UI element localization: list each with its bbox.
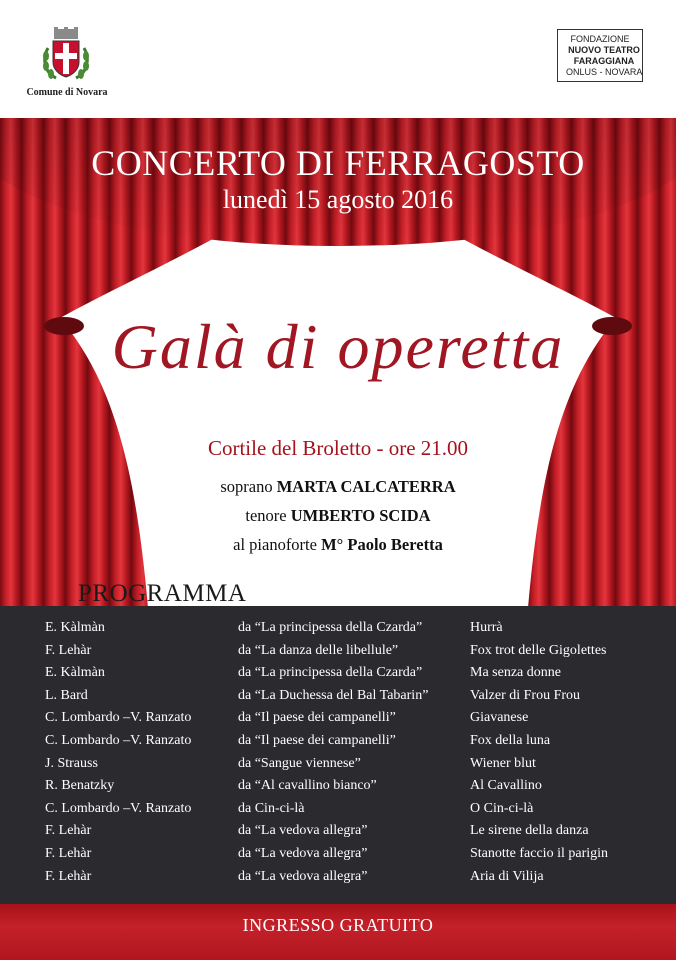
program-piece: O Cin-ci-là	[470, 800, 534, 816]
performer-name: UMBERTO SCIDA	[290, 506, 431, 525]
program-composer: C. Lombardo –V. Ranzato	[45, 732, 192, 748]
program-source: da “La vedova allegra”	[238, 845, 368, 861]
program-row	[0, 801, 676, 824]
program-piece: Wiener blut	[470, 755, 536, 771]
program-row	[0, 823, 676, 846]
program-piece: Fox della luna	[470, 732, 551, 748]
program-piece: Aria di Vilija	[470, 868, 544, 884]
fondazione-line: ONLUS - NOVARA	[566, 67, 643, 77]
program-piece: Stanotte faccio il parigin	[470, 845, 609, 861]
fondazione-line: FARAGGIANA	[573, 56, 635, 66]
program-piece: Ma senza donne	[470, 665, 561, 681]
program-composer: E. Kàlmàn	[45, 620, 105, 635]
program-composer: F. Lehàr	[45, 823, 92, 839]
program-composer: J. Strauss	[45, 755, 98, 771]
program-piece: Hurrà	[470, 620, 503, 635]
performer-role: soprano	[220, 477, 273, 496]
program-row	[0, 733, 676, 756]
performer-pianoforte	[0, 535, 676, 555]
program-row	[0, 756, 676, 779]
fondazione-line: NUOVO TEATRO	[568, 45, 640, 55]
program-source: da “La danza delle libellule”	[238, 642, 399, 658]
program-piece: Al Cavallino	[470, 778, 542, 794]
program-composer: F. Lehàr	[45, 642, 92, 658]
program-piece: Fox trot delle Gigolettes	[470, 642, 607, 658]
event-title: CONCERTO DI FERRAGOSTO	[91, 143, 585, 183]
program-piece: Giavanese	[470, 710, 529, 726]
program-composer: R. Benatzky	[45, 778, 115, 794]
program-composer: F. Lehàr	[45, 845, 92, 861]
program-source: da Cin-ci-là	[238, 800, 305, 816]
program-composer: C. Lombardo –V. Ranzato	[45, 800, 192, 816]
fondazione-line: FONDAZIONE	[570, 34, 630, 44]
program-source: da “Sangue viennese”	[238, 755, 361, 771]
free-entry-label: INGRESSO GRATUITO	[242, 915, 434, 935]
program-composer: C. Lombardo –V. Ranzato	[45, 710, 192, 726]
comune-label: Comune di Novara	[26, 87, 108, 98]
program-row	[0, 620, 676, 643]
program-row	[0, 665, 676, 688]
performer-name: M° Paolo Beretta	[321, 535, 443, 554]
program-row	[0, 778, 676, 801]
stage	[0, 118, 676, 608]
performer-tenore	[0, 506, 676, 526]
performer-soprano	[0, 477, 676, 497]
program-source: da “La principessa della Czarda”	[238, 665, 423, 681]
program-row	[0, 643, 676, 666]
program-piece: Le sirene della danza	[470, 823, 589, 839]
program-source: da “La Duchessa del Bal Tabarin”	[238, 687, 429, 703]
program-source: da “Al cavallino bianco”	[238, 778, 377, 794]
performer-name: MARTA CALCATERRA	[276, 477, 456, 496]
coat-of-arms-icon	[38, 26, 94, 84]
performer-role: tenore	[245, 506, 287, 525]
footer-band	[0, 904, 676, 960]
program-source: da “La vedova allegra”	[238, 868, 368, 884]
header	[0, 0, 676, 118]
venue-time: Cortile del Broletto - ore 21.00	[207, 436, 469, 460]
program-source: da “Il paese dei campanelli”	[238, 732, 396, 748]
performer-role: al pianoforte	[233, 535, 317, 554]
gala-title: Galà di operetta	[111, 311, 565, 382]
program-band	[0, 606, 676, 904]
program-source: da “La principessa della Czarda”	[238, 620, 423, 635]
program-list	[0, 620, 676, 891]
event-date: lunedì 15 agosto 2016	[222, 185, 454, 214]
program-row	[0, 688, 676, 711]
program-row	[0, 846, 676, 869]
program-heading: PROGRAMMA	[78, 580, 247, 607]
program-composer: L. Bard	[45, 687, 88, 703]
fondazione-logo	[557, 29, 643, 82]
program-composer: E. Kàlmàn	[45, 665, 105, 681]
program-source: da “La vedova allegra”	[238, 823, 368, 839]
program-row	[0, 710, 676, 733]
program-source: da “Il paese dei campanelli”	[238, 710, 396, 726]
program-piece: Valzer di Frou Frou	[470, 687, 581, 703]
program-composer: F. Lehàr	[45, 868, 92, 884]
program-row	[0, 869, 676, 892]
